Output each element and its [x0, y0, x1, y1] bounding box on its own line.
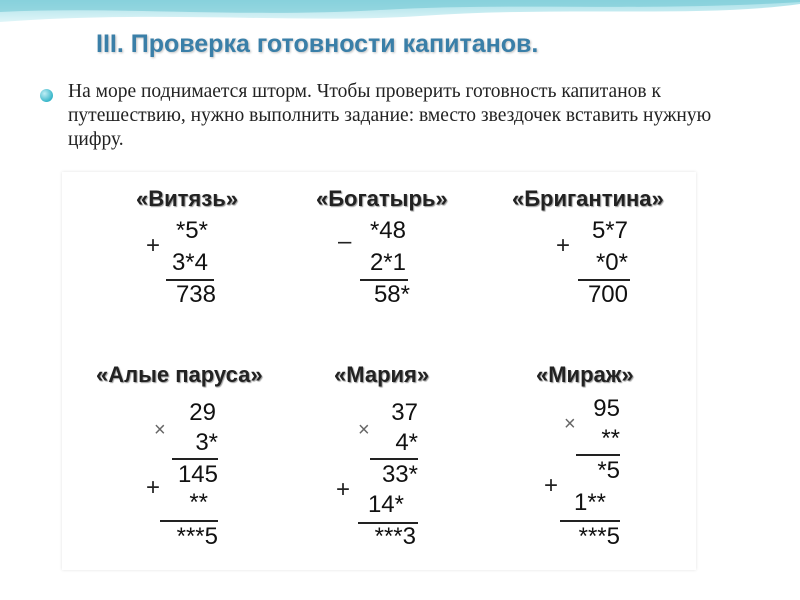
- operand-2: 2*1: [369, 249, 406, 276]
- puzzles-panel: [62, 172, 696, 570]
- operand-1: *5*: [175, 217, 208, 244]
- result: 58*: [373, 281, 410, 308]
- plus-sign: +: [146, 474, 161, 501]
- plus-sign: +: [146, 232, 161, 259]
- puzzle-name: «Витязь»: [136, 186, 238, 211]
- minus-sign: –: [338, 228, 352, 255]
- sum-line: [160, 520, 218, 522]
- factor-2: **: [601, 425, 620, 452]
- partial-product-2: 14*: [367, 491, 404, 518]
- product-line: [172, 458, 218, 460]
- partial-product-1: 145: [177, 461, 218, 488]
- intro-text: На море поднимается шторм. Чтобы проверить готовность капитанов к путешествию, нужно выполнить задание: вместо звездочек вставить нужную цифру.: [68, 81, 712, 150]
- multiply-sign: ×: [358, 419, 370, 441]
- plus-sign: +: [544, 472, 559, 499]
- slide-title: III. Проверка готовности капитанов.: [96, 30, 539, 58]
- result: 738: [175, 281, 216, 308]
- bullet-icon: [40, 89, 53, 102]
- operand-1: *48: [369, 217, 406, 244]
- result: 700: [587, 281, 628, 308]
- result: ***3: [374, 523, 416, 550]
- puzzle-name: «Мария»: [334, 362, 430, 387]
- plus-sign: +: [556, 232, 571, 259]
- factor-1: 37: [391, 399, 418, 426]
- multiply-sign: ×: [564, 413, 576, 435]
- partial-product-1: *5: [597, 457, 620, 484]
- factor-2: 4*: [395, 429, 418, 456]
- product-line: [576, 454, 620, 456]
- factor-2: 3*: [195, 429, 218, 456]
- factor-1: 95: [593, 395, 620, 422]
- puzzle-name: «Алые паруса»: [96, 362, 263, 387]
- operand-1: 5*7: [591, 217, 628, 244]
- operand-2: *0*: [595, 249, 628, 276]
- result: ***5: [578, 523, 620, 550]
- puzzle-name: «Мираж»: [536, 362, 634, 387]
- result: ***5: [176, 523, 218, 550]
- partial-product-1: 33*: [381, 461, 418, 488]
- multiply-sign: ×: [154, 419, 166, 441]
- puzzle-name: «Бригантина»: [512, 186, 664, 211]
- sum-line: [560, 520, 620, 522]
- factor-1: 29: [189, 399, 216, 426]
- product-line: [370, 458, 418, 460]
- puzzle-name: «Богатырь»: [316, 186, 448, 211]
- plus-sign: +: [336, 476, 351, 503]
- operand-2: 3*4: [171, 249, 208, 276]
- partial-product-2: **: [189, 489, 208, 516]
- partial-product-2: 1**: [573, 489, 606, 516]
